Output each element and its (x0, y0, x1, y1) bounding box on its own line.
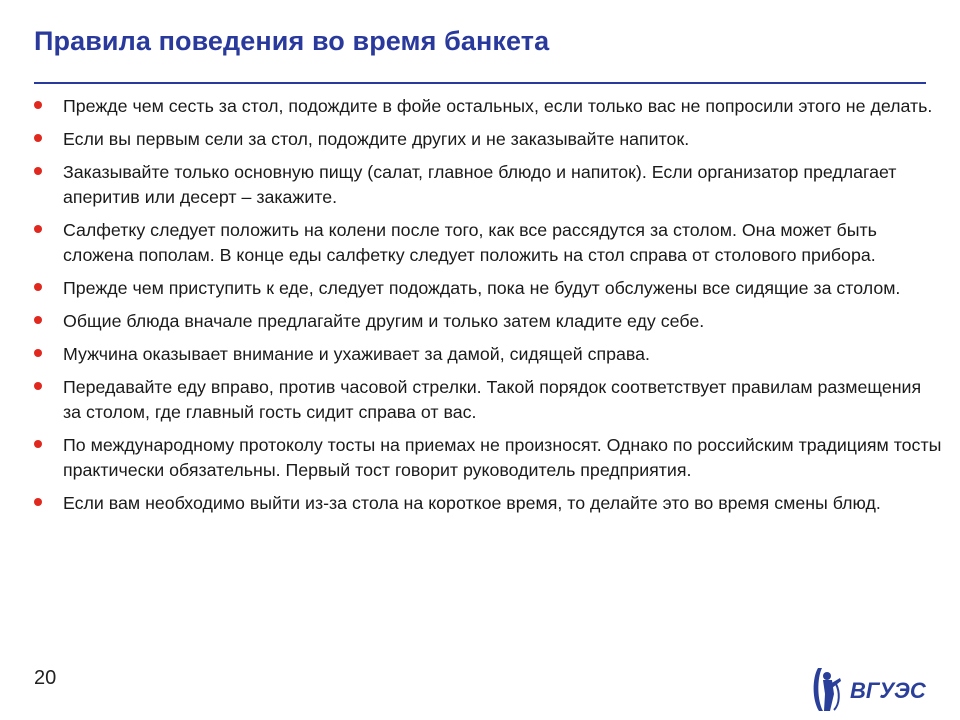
bullet-item (34, 433, 944, 483)
bullet-text: Если вам необходимо выйти из-за стола на короткое время, то делайте это во время смены блюд. (63, 493, 881, 513)
bullet-text: Общие блюда вначале предлагайте другим и только затем кладите еду себе. (63, 311, 705, 331)
bullet-item (34, 127, 944, 152)
bullet-text: По международному протоколу тосты на приемах не произносят. Однако по российским традициям тосты практически обязательны. Первый тост говорит руководитель предприятия. (63, 435, 942, 480)
bullet-dot-icon (34, 316, 42, 324)
bullet-dot-icon (34, 440, 42, 448)
bullet-dot-icon (34, 134, 42, 142)
emblem-figure-icon (814, 668, 841, 711)
bullet-item (34, 342, 944, 367)
bullet-dot-icon (34, 283, 42, 291)
bullet-text: Прежде чем приступить к еде, следует подождать, пока не будут обслужены все сидящие за столом. (63, 278, 901, 298)
bullet-text: Заказывайте только основную пищу (салат, главное блюдо и напиток). Если организатор предлагает аперитив или десерт – закажите. (63, 162, 897, 207)
bullet-list (34, 94, 944, 524)
bullet-dot-icon (34, 101, 42, 109)
bullet-item (34, 160, 944, 210)
university-logo (810, 664, 932, 714)
slide-title: Правила поведения во время банкета (34, 26, 550, 56)
page-number: 20 (34, 667, 57, 689)
bullet-dot-icon (34, 382, 42, 390)
bullet-item (34, 491, 944, 516)
bullet-text: Передавайте еду вправо, против часовой стрелки. Такой порядок соответствует правилам размещения за столом, где главный гость сидит справа от вас. (63, 377, 922, 422)
bullet-dot-icon (34, 167, 42, 175)
bullet-item (34, 375, 944, 425)
bullet-dot-icon (34, 498, 42, 506)
bullet-text: Салфетку следует положить на колени после того, как все рассядутся за столом. Она может быть сложена пополам. В конце еды салфетку следует положить на стол справа от столового прибора. (63, 220, 877, 265)
bullet-item (34, 94, 944, 119)
bullet-text: Прежде чем сесть за стол, подождите в фойе остальных, если только вас не попросили этого не делать. (63, 96, 933, 116)
bullet-dot-icon (34, 349, 42, 357)
bullet-item (34, 276, 944, 301)
bullet-item (34, 309, 944, 334)
bullet-dot-icon (34, 225, 42, 233)
logo-text: ВГУЭС (850, 678, 926, 703)
title-divider (34, 82, 926, 84)
bullet-text: Мужчина оказывает внимание и ухаживает за дамой, сидящей справа. (63, 344, 650, 364)
bullet-item (34, 218, 944, 268)
bullet-text: Если вы первым сели за стол, подождите других и не заказывайте напиток. (63, 129, 690, 149)
